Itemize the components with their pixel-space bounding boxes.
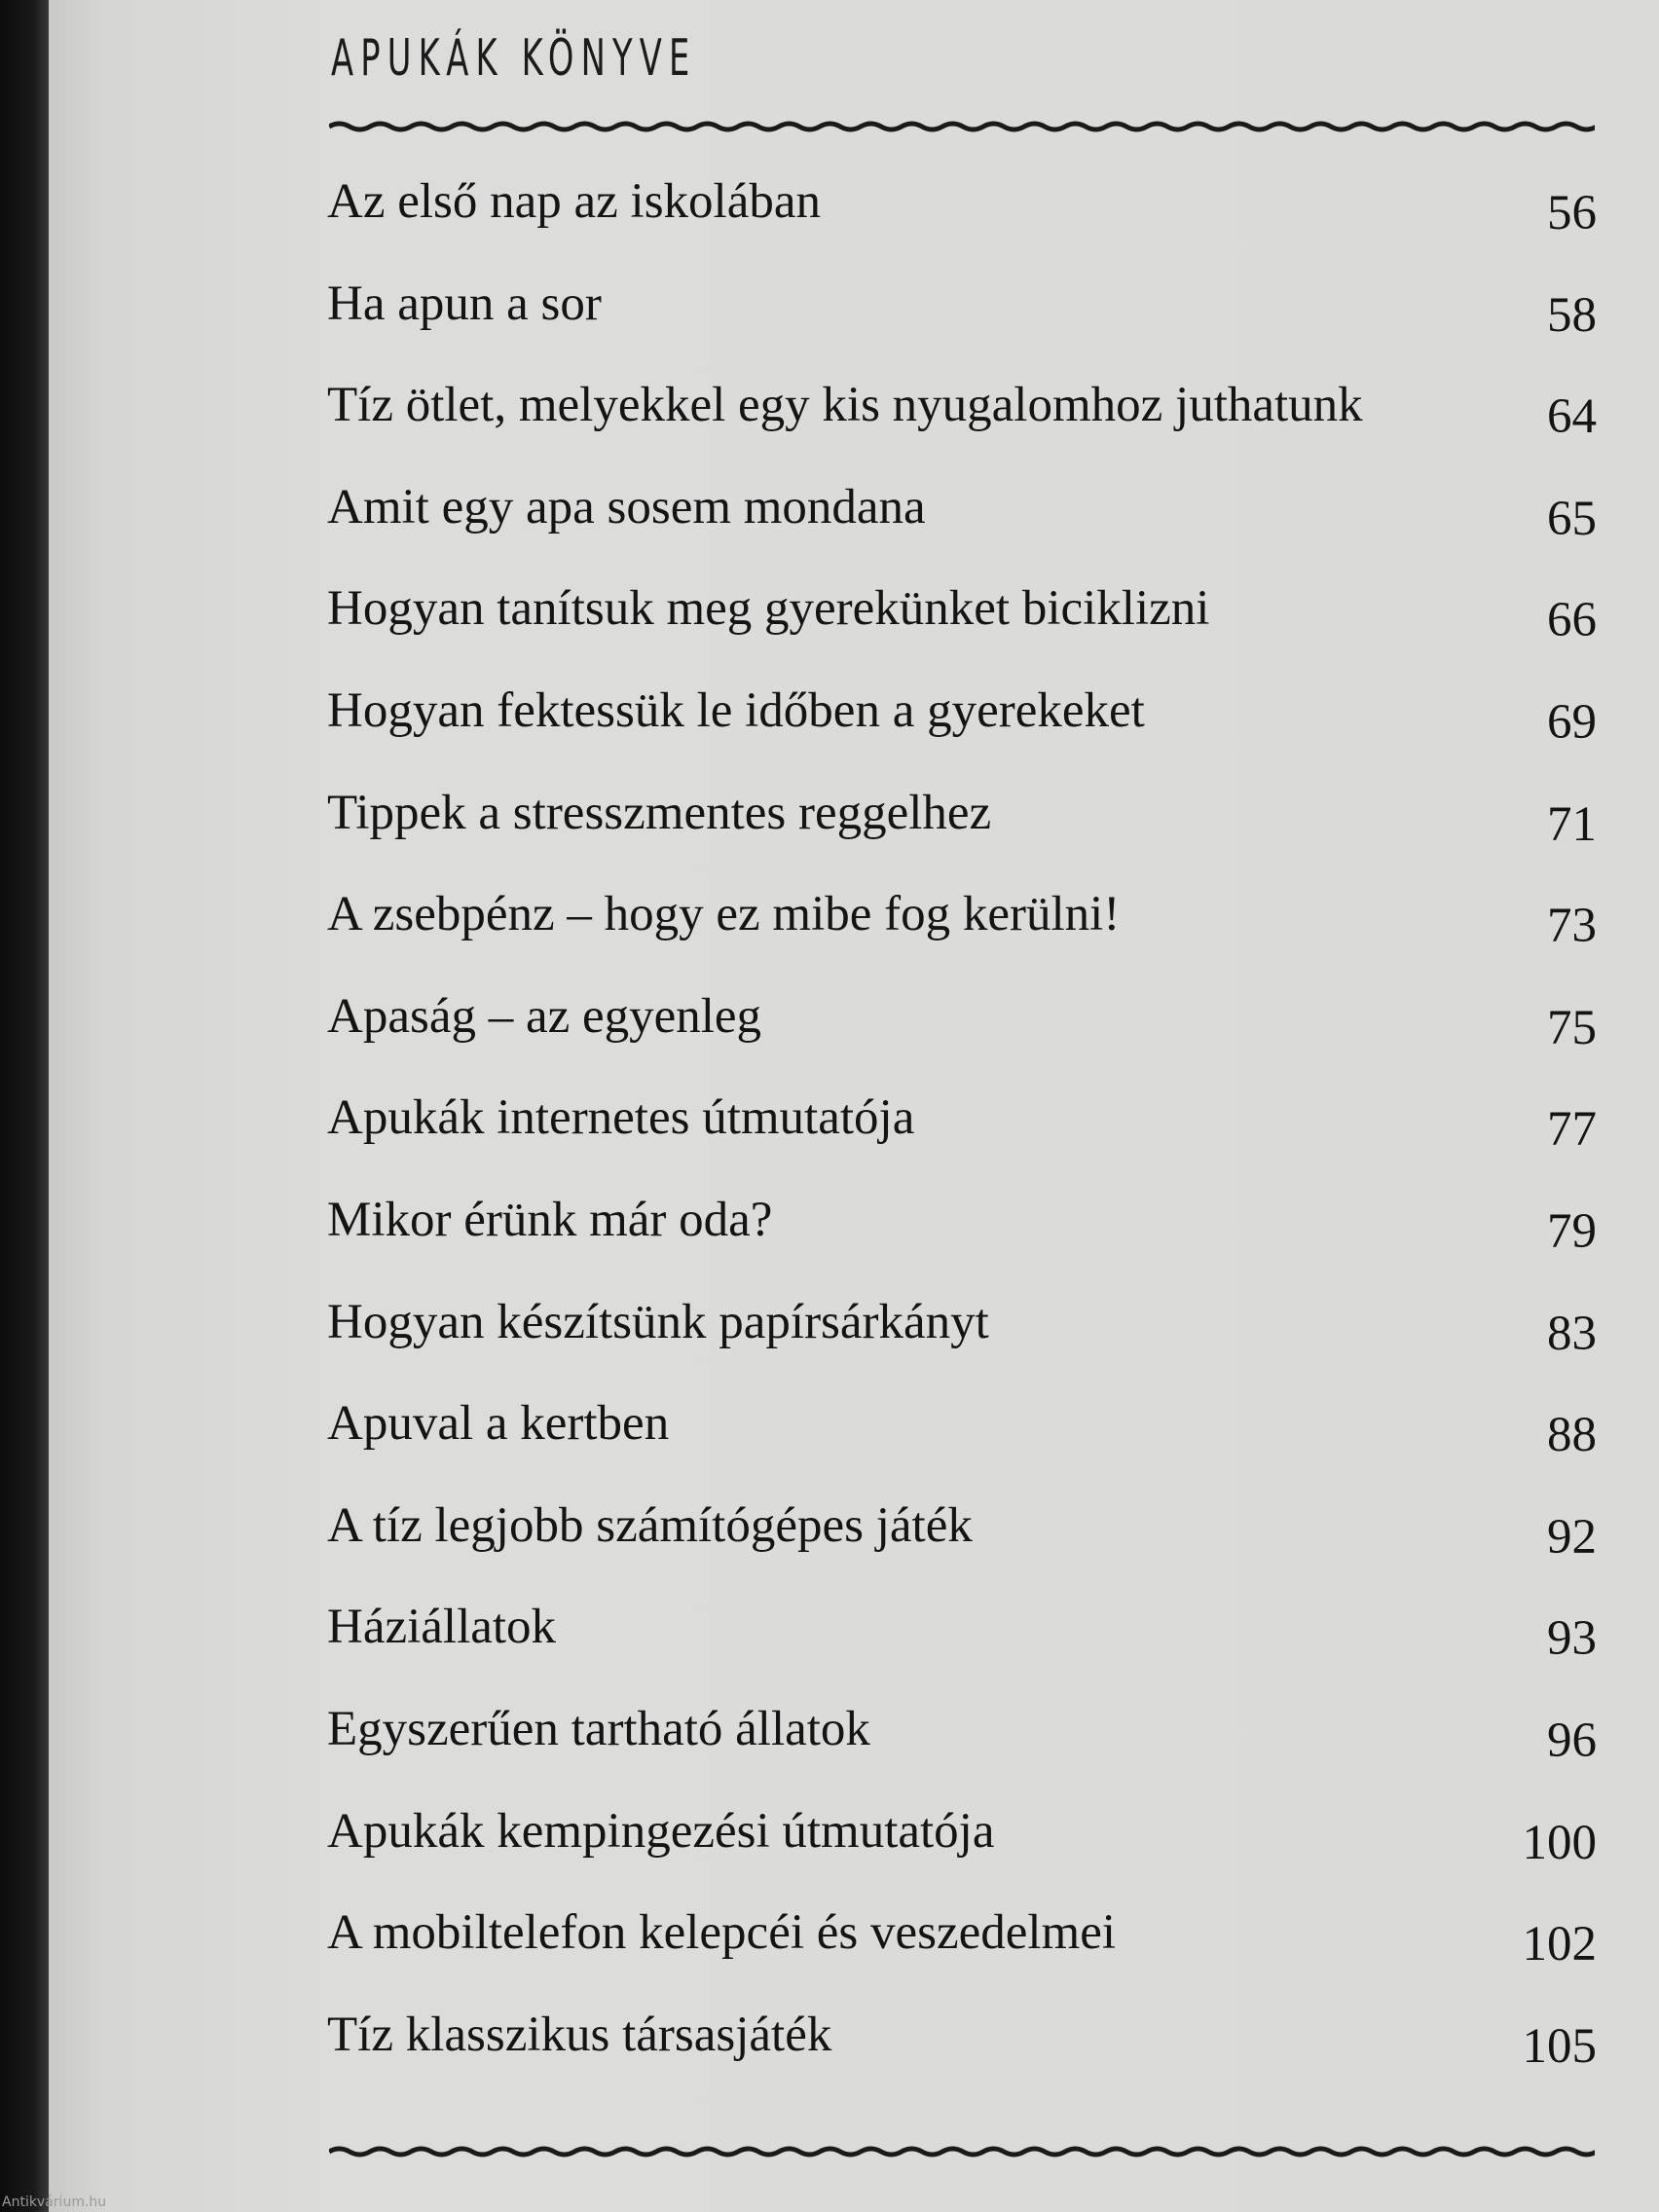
running-header: APUKÁK KÖNYVE (331, 29, 697, 88)
toc-entry-page-number: 102 (1522, 1917, 1597, 1972)
toc-entry-page-number: 93 (1547, 1611, 1597, 1667)
toc-entry (327, 1497, 1597, 1589)
toc-entry-title: A mobiltelefon kelepcéi és veszedelmei (327, 1905, 1117, 1961)
toc-entry-page-number: 56 (1547, 186, 1597, 240)
site-watermark: Antikvárium.hu (2, 2194, 107, 2210)
toc-entry (327, 378, 1597, 468)
toc-entry-page-number: 64 (1547, 389, 1597, 445)
toc-entry (327, 1803, 1597, 1895)
toc-entry (327, 1193, 1597, 1283)
toc-entry-title: Apukák kempingezési útmutatója (327, 1803, 995, 1859)
bottom-wave-rule (329, 2140, 1595, 2163)
toc-entry-title: Mikor érünk már oda? (327, 1193, 773, 1247)
toc-entry (327, 276, 1597, 367)
toc-entry-page-number: 92 (1547, 1509, 1597, 1565)
toc-entry-title: Hogyan fektessük le időben a gyerekeket (327, 683, 1145, 738)
toc-entry-title: Apuval a kertben (327, 1396, 670, 1452)
toc-entry-title: Apaság – az egyenleg (327, 988, 762, 1044)
toc-entry-page-number: 105 (1522, 2018, 1597, 2074)
toc-entry-page-number: 77 (1547, 1102, 1597, 1158)
toc-entry (327, 887, 1597, 977)
toc-entry (327, 1600, 1597, 1690)
toc-entry-page-number: 73 (1547, 899, 1597, 954)
toc-entry-page-number: 100 (1522, 1815, 1597, 1870)
toc-entry (327, 479, 1597, 571)
toc-entry-page-number: 71 (1547, 796, 1597, 852)
toc-entry-page-number: 65 (1547, 491, 1597, 546)
toc-entry-title: A zsebpénz – hogy ez mibe fog kerülni! (327, 887, 1121, 942)
toc-entry-title: Egyszerűen tartható állatok (327, 1702, 870, 1756)
toc-entry-page-number: 69 (1547, 695, 1597, 750)
toc-entry-title: Tippek a stresszmentes reggelhez (327, 785, 992, 840)
toc-entry-page-number: 75 (1547, 1000, 1597, 1055)
toc-entry-title: Amit egy apa sosem mondana (327, 479, 926, 535)
toc-entry-title: Hogyan tanítsuk meg gyerekünket biciklizni (327, 581, 1210, 637)
toc-entry-title: Az első nap az iskolában (327, 174, 821, 229)
toc-entry-title: Tíz klasszikus társasjáték (327, 2007, 832, 2062)
toc-entry (327, 1702, 1597, 1792)
toc-entry (327, 2007, 1597, 2098)
toc-entry-title: Hogyan készítsünk papírsárkányt (327, 1294, 989, 1349)
toc-entry (327, 1905, 1597, 1996)
toc-entry-title: Apukák internetes útmutatója (327, 1090, 915, 1146)
toc-entry-page-number: 58 (1547, 287, 1597, 343)
toc-entry-title: A tíz legjobb számítógépes játék (327, 1497, 973, 1553)
toc-entry (327, 581, 1597, 672)
toc-entry (327, 1090, 1597, 1181)
toc-entry-title: Háziállatok (327, 1600, 557, 1655)
bottom-wave-path (329, 2149, 1595, 2155)
toc-entry (327, 988, 1597, 1080)
toc-entry (327, 1396, 1597, 1487)
toc-entry (327, 174, 1597, 265)
toc-entry-title: Tíz ötlet, melyekkel egy kis nyugalomhoz juthatunk (327, 378, 1363, 433)
toc-entry-page-number: 96 (1547, 1714, 1597, 1768)
toc-entry (327, 683, 1597, 774)
toc-entry-page-number: 88 (1547, 1408, 1597, 1463)
toc-entry (327, 1294, 1597, 1385)
toc-entry-title: Ha apun a sor (327, 276, 602, 331)
toc-entry-page-number: 66 (1547, 593, 1597, 648)
toc-entry-page-number: 83 (1547, 1306, 1597, 1361)
toc-entry-page-number: 79 (1547, 1204, 1597, 1259)
toc-entry (327, 785, 1597, 876)
